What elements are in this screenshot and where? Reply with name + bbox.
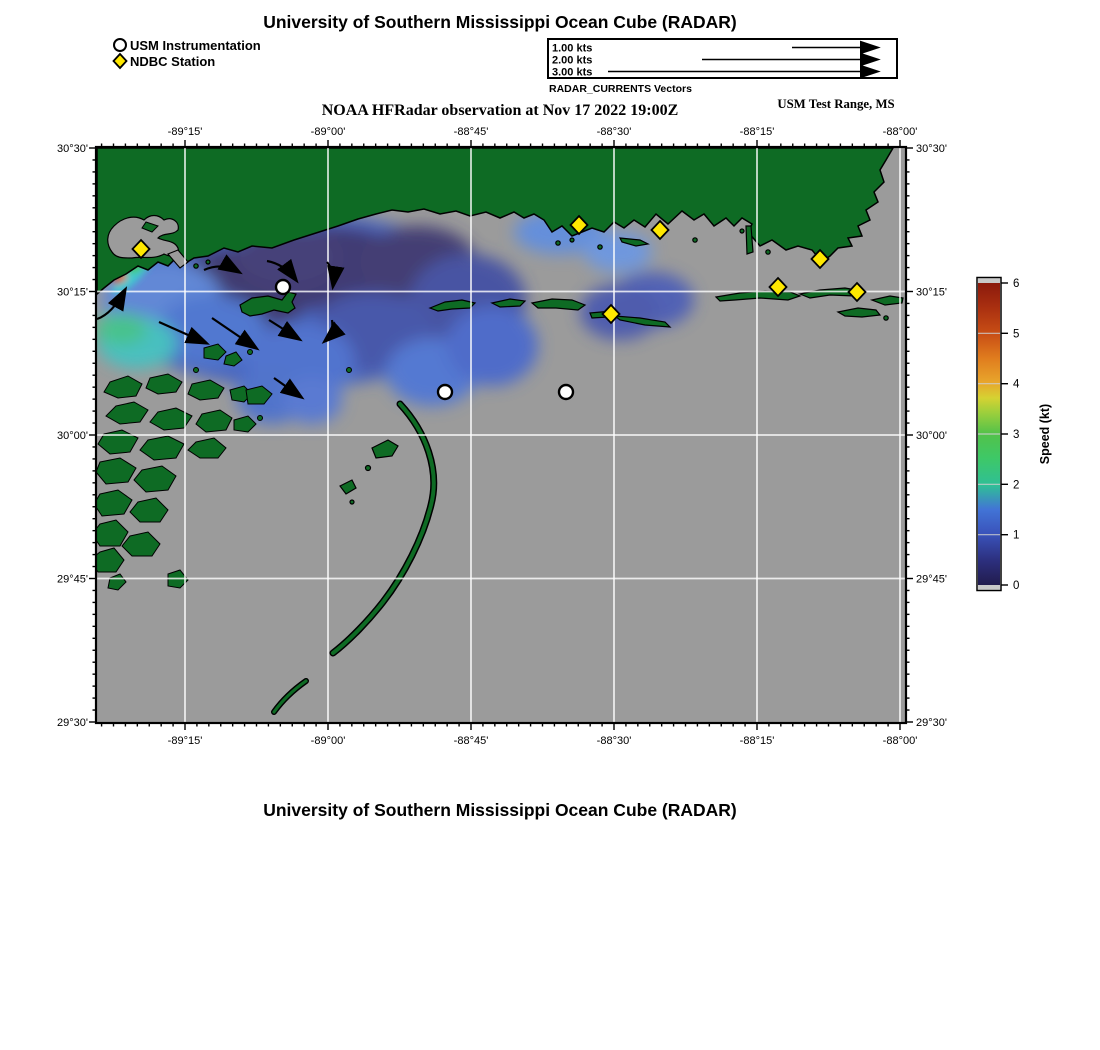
vector-scale-caption: RADAR_CURRENTS Vectors bbox=[549, 83, 692, 95]
lat-axis-labels-right bbox=[916, 143, 947, 729]
lon-tick-label: -89°00' bbox=[310, 126, 346, 138]
lat-tick-label: 30°30' bbox=[916, 143, 947, 155]
vector-scale-box bbox=[548, 39, 897, 95]
lon-tick-label: -88°30' bbox=[596, 735, 632, 747]
colorbar-top-cap bbox=[978, 279, 1000, 284]
lat-tick-label: 29°45' bbox=[916, 573, 947, 586]
colorbar-tick-label: 1 bbox=[1013, 529, 1020, 542]
usm-station-marker bbox=[559, 385, 573, 399]
lat-tick-label: 30°15' bbox=[57, 286, 88, 299]
colorbar-bottom-cap bbox=[978, 585, 1000, 590]
range-label: USM Test Range, MS bbox=[777, 97, 895, 111]
lon-tick-label: -89°15' bbox=[167, 735, 203, 747]
usm-instrumentation-icon bbox=[114, 39, 126, 51]
lon-tick-label: -88°15' bbox=[739, 735, 775, 747]
colorbar-title: Speed (kt) bbox=[1038, 403, 1052, 465]
lat-tick-label: 29°30' bbox=[916, 717, 947, 729]
lon-tick-label: -89°15' bbox=[167, 126, 203, 138]
colorbar-tick-label: 4 bbox=[1013, 378, 1020, 391]
colorbar-tick-label: 3 bbox=[1013, 429, 1020, 441]
map-subtitle: NOAA HFRadar observation at Nov 17 2022 19:00Z bbox=[321, 102, 679, 119]
lon-tick-label: -88°00' bbox=[882, 126, 918, 138]
vector-scale-3kt-label: 3.00 kts bbox=[552, 66, 593, 79]
ndbc-legend-label: NDBC Station bbox=[130, 54, 216, 69]
station-legend bbox=[114, 38, 261, 69]
page-title-top: University of Southern Mississippi Ocean Cube (RADAR) bbox=[263, 12, 737, 32]
lat-tick-label: 30°30' bbox=[57, 143, 88, 155]
lat-tick-label: 30°15' bbox=[916, 286, 947, 299]
lat-tick-label: 30°00' bbox=[57, 430, 88, 442]
usm-station-marker bbox=[438, 385, 452, 399]
lon-axis-labels-bottom bbox=[168, 735, 918, 747]
colorbar-tick-label: 5 bbox=[1013, 328, 1020, 341]
usm-legend-label: USM Instrumentation bbox=[130, 38, 261, 53]
vector-scale-2kt-label: 2.00 kts bbox=[552, 54, 593, 67]
colorbar-ticks bbox=[1001, 283, 1008, 585]
lon-tick-label: -88°15' bbox=[739, 126, 775, 138]
lat-tick-label: 29°30' bbox=[57, 717, 88, 729]
lon-tick-label: -89°00' bbox=[310, 735, 346, 747]
lon-tick-label: -88°45' bbox=[453, 126, 489, 138]
lon-tick-label: -88°45' bbox=[453, 735, 489, 747]
lat-axis-labels-left bbox=[57, 143, 88, 729]
colorbar-tick-label: 6 bbox=[1013, 278, 1020, 290]
ndbc-station-icon bbox=[114, 54, 127, 68]
map-area bbox=[57, 126, 947, 747]
page-title-bottom: University of Southern Mississippi Ocean Cube (RADAR) bbox=[263, 800, 737, 820]
colorbar-tick-label: 2 bbox=[1013, 479, 1020, 492]
vector-scale-1kt-label: 1.00 kts bbox=[552, 42, 593, 55]
lon-tick-label: -88°00' bbox=[882, 735, 918, 747]
lon-axis-labels-top bbox=[168, 126, 918, 138]
usm-station-marker bbox=[276, 280, 290, 294]
colorbar bbox=[977, 278, 1052, 593]
lat-tick-label: 30°00' bbox=[916, 430, 947, 442]
lon-tick-label: -88°30' bbox=[596, 126, 632, 138]
colorbar-tick-label: 0 bbox=[1013, 580, 1020, 592]
lat-tick-label: 29°45' bbox=[57, 573, 88, 586]
